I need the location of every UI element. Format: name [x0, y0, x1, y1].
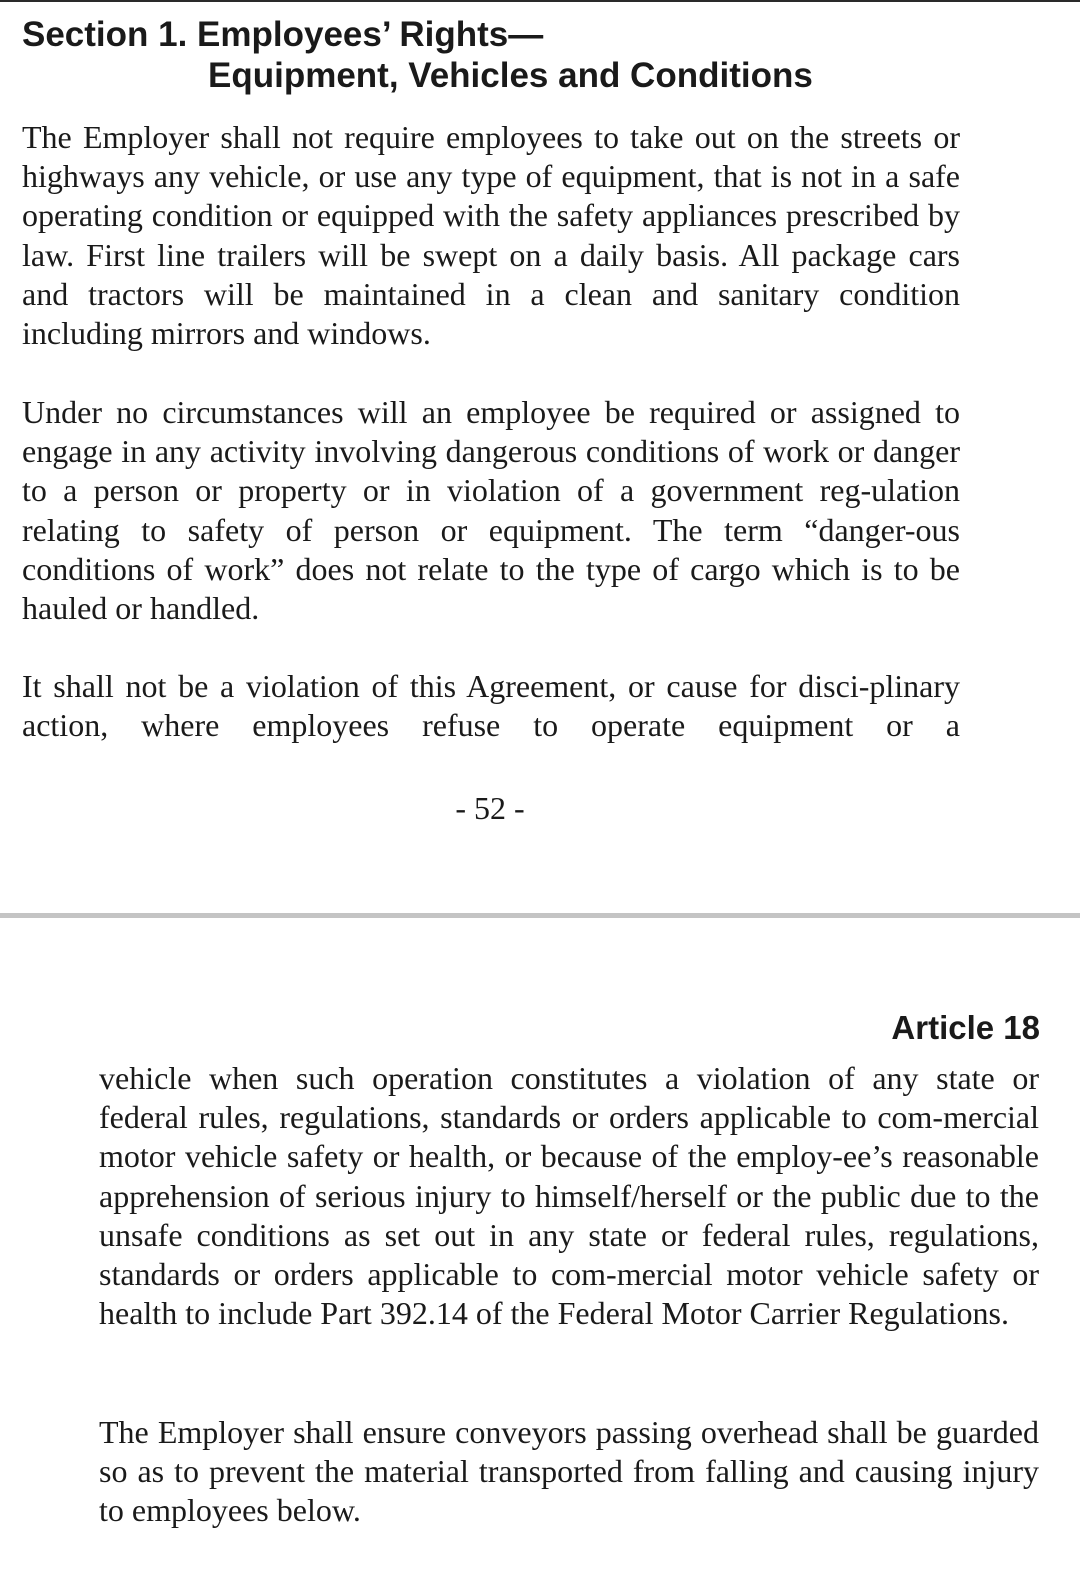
page-number: - 52 - [455, 790, 525, 826]
paragraph-equipment-safety: The Employer shall not require employees to take out on the streets or highways any vehicle, or use any type of equipment, that is not in a safe operating condition or equipped with the safety appliances prescribed by law. First line trailers will be swept on a daily basis. All package cars and tractors will be maintained in a clean and sanitary condition including mirrors and windows. [22, 119, 960, 352]
paragraph-vehicle-violation: vehicle when such operation constitutes a violation of any state or federal rules, regulations, standards or orders applicable to com-mercial motor vehicle safety or health, or because of the employ-ee’s reasonable apprehension of serious injury to himself/herself or the public due to the unsafe conditions as set out in any state or federal rules, regulations, standards or orders applicable to com-mercial motor vehicle safety or health to include Part 392.14 of the Federal Motor Carrier Regulations. [99, 1060, 1039, 1332]
paragraph-refusal-rights: It shall not be a violation of this Agreement, or cause for disci-plinary action, where employees refuse to operate equipment or a [22, 668, 960, 744]
paragraph-dangerous-conditions: Under no circumstances will an employee be required or assigned to engage in any activity involving dangerous conditions of work or danger to a person or property or in violation of a government reg-ulation relating to safety of person or equipment. The term “danger-ous conditions of work” does not relate to the type of cargo which is to be hauled or handled. [22, 394, 960, 627]
section-title-line-2: Equipment, Vehicles and Conditions [208, 56, 813, 95]
page-divider [0, 913, 1080, 918]
section-title-line-1: Section 1. Employees’ Rights— [22, 15, 544, 54]
article-header: Article 18 [891, 1009, 1040, 1046]
paragraph-conveyors: The Employer shall ensure conveyors passing overhead shall be guarded so as to prevent the material transported from falling and causing injury to employees below. [99, 1414, 1039, 1529]
page-53 [0, 921, 1080, 1569]
